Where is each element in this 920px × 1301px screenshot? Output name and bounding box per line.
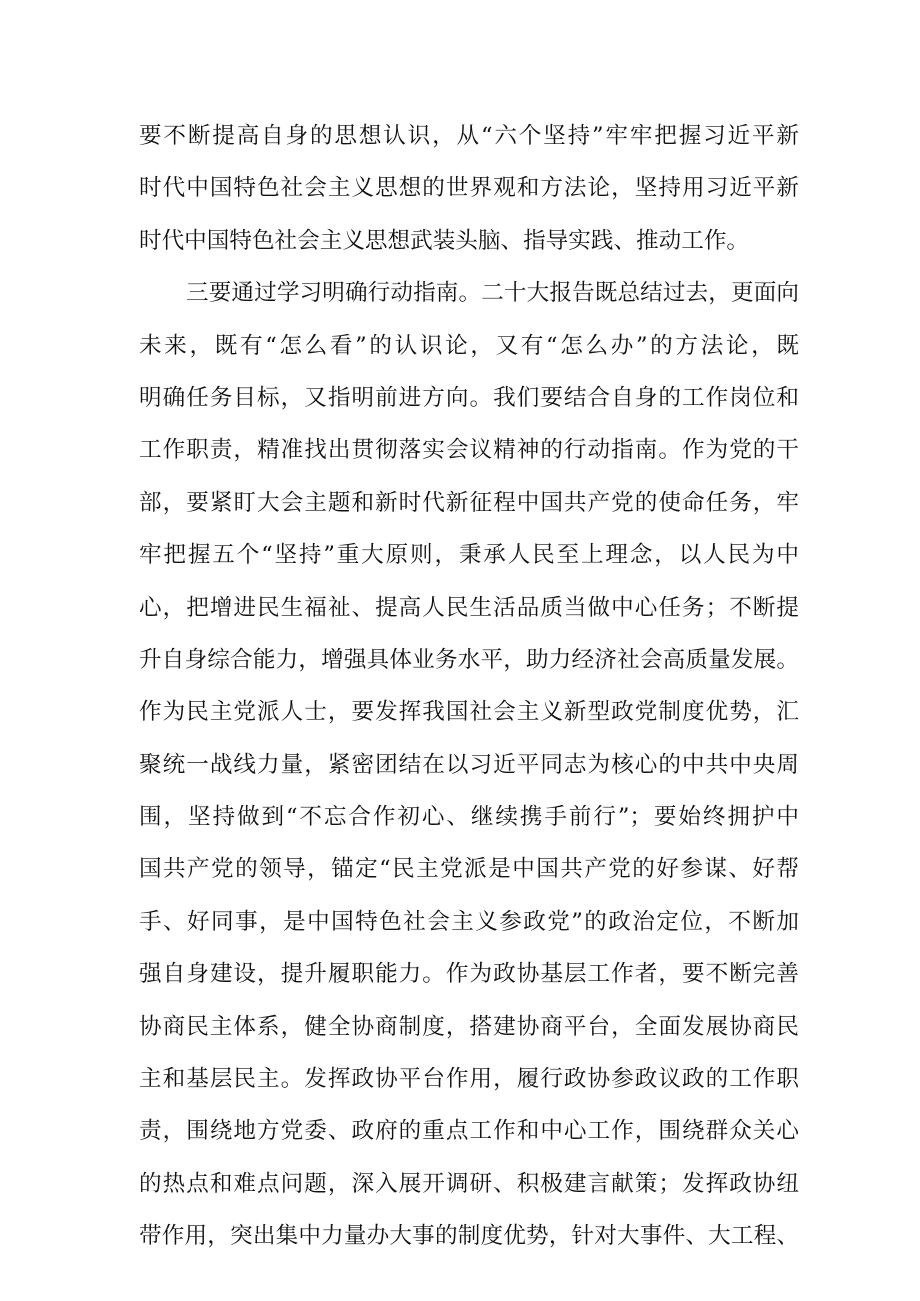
text-line: 部，要紧盯大会主题和新时代新征程中国共产党的使命任务，牢: [139, 489, 799, 516]
text-line: 牢把握五个“坚持”重大原则，秉承人民至上理念，以人民为中: [139, 542, 799, 569]
text-line: 带作用，突出集中力量办大事的制度优势，针对大事件、大工程、: [139, 1223, 799, 1250]
paragraph-start-line: 三要通过学习明确行动指南。二十大报告既总结过去，更面向: [186, 280, 799, 307]
text-line: 协商民主体系，健全协商制度，搭建协商平台，全面发展协商民: [139, 1013, 799, 1040]
text-line: 的热点和难点问题，深入展开调研、积极建言献策；发挥政协纽: [139, 1170, 799, 1197]
text-line: 主和基层民主。发挥政协平台作用，履行政协参政议政的工作职: [139, 1066, 799, 1093]
text-line: 时代中国特色社会主义思想的世界观和方法论，坚持用习近平新: [139, 175, 799, 202]
text-line: 要不断提高自身的思想认识，从“六个坚持”牢牢把握习近平新: [139, 123, 799, 149]
text-line: 明确任务目标，又指明前进方向。我们要结合自身的工作岗位和: [139, 384, 799, 411]
text-line: 围，坚持做到“不忘合作初心、继续携手前行”；要始终拥护中: [139, 804, 799, 831]
text-line: 作为民主党派人士，要发挥我国社会主义新型政党制度优势，汇: [139, 699, 799, 726]
text-line: 国共产党的领导，锚定“民主党派是中国共产党的好参谋、好帮: [139, 856, 799, 883]
text-line: 强自身建设，提升履职能力。作为政协基层工作者，要不断完善: [139, 961, 799, 988]
text-line: 工作职责，精准找出贯彻落实会议精神的行动指南。作为党的干: [139, 437, 799, 464]
text-line: 时代中国特色社会主义思想武装头脑、指导实践、推动工作。: [139, 227, 750, 254]
text-line: 心，把增进民生福祉、提高人民生活品质当做中心任务；不断提: [139, 594, 799, 621]
text-line: 升自身综合能力，增强具体业务水平，助力经济社会高质量发展。: [139, 646, 799, 673]
text-line: 未来，既有“怎么看”的认识论，又有“怎么办”的方法论，既: [139, 332, 799, 359]
text-line: 责，围绕地方党委、政府的重点工作和中心工作，围绕群众关心: [139, 1118, 799, 1145]
body-text: [139, 110, 799, 1263]
text-line: 聚统一战线力量，紧密团结在以习近平同志为核心的中共中央周: [139, 751, 799, 778]
text-line: 手、好同事，是中国特色社会主义参政党”的政治定位，不断加: [139, 908, 799, 935]
